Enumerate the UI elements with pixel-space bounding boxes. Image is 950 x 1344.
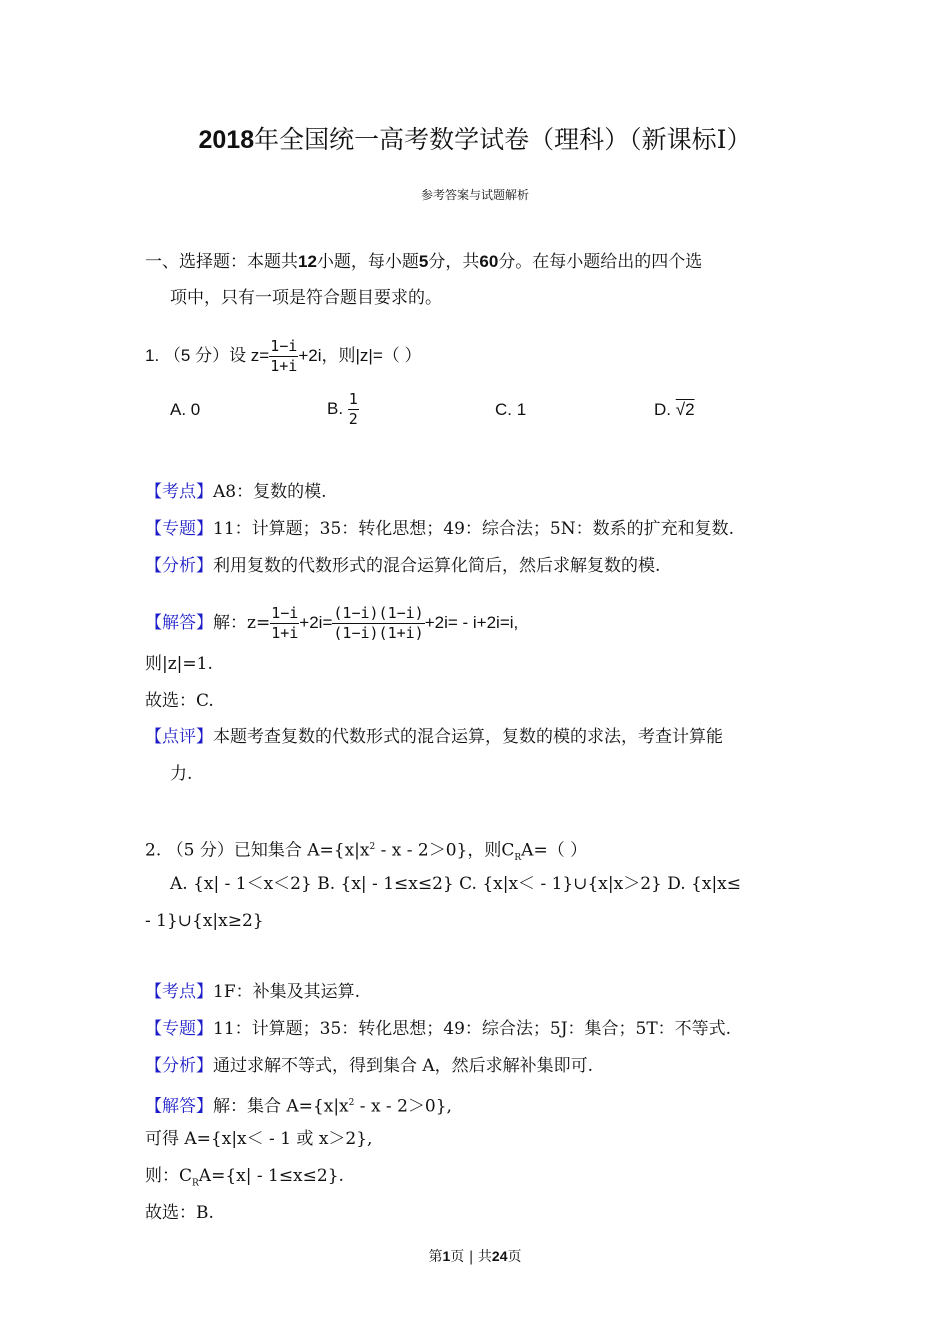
subtitle: 参考答案与试题解析	[420, 188, 529, 202]
q2-result: 则：$C_RA=\{x| - 1\le x\le 2\}$.	[145, 1166, 344, 1189]
q1-fenxi: 【分析】利用复数的代数形式的混合运算化简后，然后求解复数的模.	[145, 556, 661, 576]
q1-dianping-cont: 力.	[170, 764, 193, 784]
q2-derive: 可得 A={x|x＜ - 1 或 x＞2},	[145, 1129, 373, 1149]
q2-fenxi: 【分析】通过求解不等式，得到集合 A，然后求解补集即可.	[145, 1056, 594, 1076]
section-heading-cont: 项中，只有一项是符合题目要求的。	[170, 288, 442, 308]
q1-zhuanti: 【专题】11：计算题；35：转化思想；49：综合法；5N：数系的扩充和复数.	[145, 519, 734, 539]
q2-answer: 故选：B.	[145, 1203, 214, 1223]
q1-stem: 1. （5 分）设 z= $\frac{1-i}{1+i}$ +2i，则|z|=（ ）	[145, 337, 422, 375]
q1-option-d: D. √2	[654, 400, 695, 419]
page-title: 2018年全国统一高考数学试卷（理科）（新课标Ⅰ）	[198, 125, 752, 154]
page-footer: 第1页 | 共24页	[428, 1248, 522, 1265]
q2-jieda: 【解答】解：集合 $A=\{x|x^2 - x - 2>0\}$,	[145, 1096, 452, 1117]
q1-kaodian: 【考点】A8：复数的模.	[145, 482, 327, 502]
q2-zhuanti: 【专题】11：计算题；35：转化思想；49：综合法；5J：集合；5T：不等式.	[145, 1019, 732, 1039]
q2-kaodian: 【考点】1F：补集及其运算.	[145, 982, 361, 1002]
q2-options-cont: - 1}∪{x|x≥2}	[145, 911, 264, 931]
q2-stem: 2. （5 分）已知集合 $A=\{x|x^2 - x - 2>0\}$，则$C_RA=$（ ）	[145, 840, 588, 864]
q1-result: 则|z|=1.	[145, 654, 213, 674]
q1-option-b: B. $\frac{1}{2}$	[327, 390, 358, 428]
q1-dianping: 【点评】本题考查复数的代数形式的混合运算，复数的模的求法，考查计算能	[145, 727, 723, 747]
section-heading: 一、选择题：本题共12小题，每小题5分，共60分。在每小题给出的四个选	[145, 252, 703, 272]
q1-answer: 故选：C.	[145, 691, 214, 711]
q2-options: A. {x| - 1＜x＜2} B. {x| - 1≤x≤2} C. {x|x＜ - 1}∪{x|x＞2} D. {x|x≤	[170, 874, 742, 894]
q1-jieda: 【解答】解：z= $\frac{1-i}{1+i}$ +2i= $\frac{(1-i)(1-i)}{(1-i)(1+i)}$ +2i= - i+2i=i,	[145, 604, 519, 642]
q1-option-c: C. 1	[495, 400, 527, 419]
q1-option-a: A. 0	[170, 400, 201, 419]
